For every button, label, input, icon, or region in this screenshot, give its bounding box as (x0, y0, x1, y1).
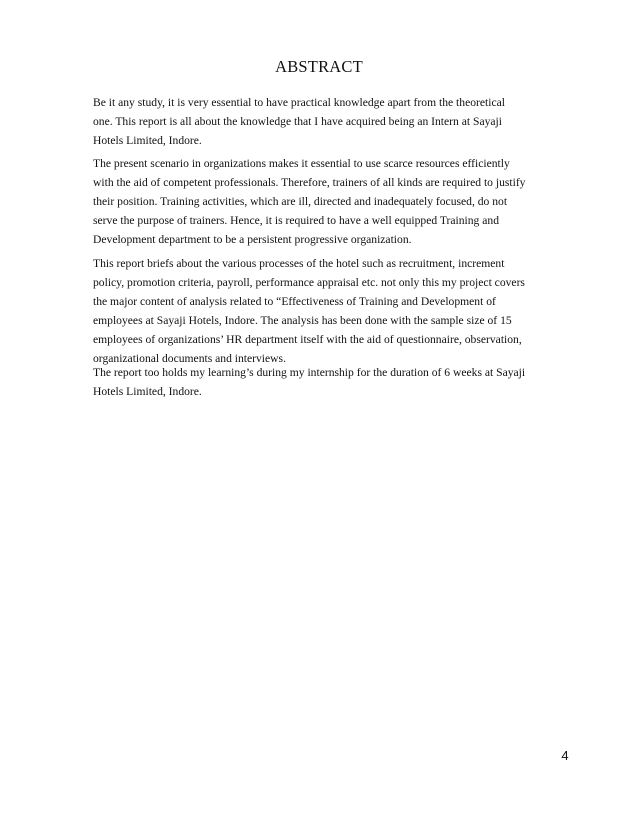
paragraph-report-briefs (93, 254, 573, 368)
text-line: The present scenario in organizations makes it essential to use scarce resources efficiently (93, 157, 510, 170)
paragraph-learnings (93, 363, 573, 401)
paragraph-intro (93, 93, 573, 150)
text-line: their position. Training activities, which are ill, directed and inadequately focused, do not (93, 195, 508, 208)
text-line: with the aid of competent professionals. Therefore, trainers of all kinds are required to justify (93, 176, 526, 189)
text-line: Hotels Limited, Indore. (93, 385, 202, 398)
page-title: ABSTRACT (275, 57, 363, 76)
text-line: one. This report is all about the knowledge that I have acquired being an Intern at Sayaji (93, 115, 502, 128)
paragraph-scenario (93, 154, 573, 249)
page-number: 4 (561, 748, 569, 763)
text-line: policy, promotion criteria, payroll, performance appraisal etc. not only this my project covers (93, 276, 525, 289)
text-line: the major content of analysis related to “Effectiveness of Training and Development of (93, 295, 496, 308)
text-line: organizational documents and interviews. (93, 352, 286, 365)
text-line: employees at Sayaji Hotels, Indore. The analysis has been done with the sample size of 15 (93, 314, 512, 327)
text-line: The report too holds my learning’s during my internship for the duration of 6 weeks at Sayaji (93, 366, 526, 379)
text-line: Development department to be a persistent progressive organization. (93, 233, 412, 246)
text-line: employees of organizations’ HR department itself with the aid of questionnaire, observation, (93, 333, 522, 346)
text-line: Be it any study, it is very essential to have practical knowledge apart from the theoretical (93, 96, 505, 109)
text-line: Hotels Limited, Indore. (93, 134, 202, 147)
text-line: serve the purpose of trainers. Hence, it is required to have a well equipped Training and (93, 214, 499, 227)
text-line: This report briefs about the various processes of the hotel such as recruitment, increment (93, 257, 505, 270)
